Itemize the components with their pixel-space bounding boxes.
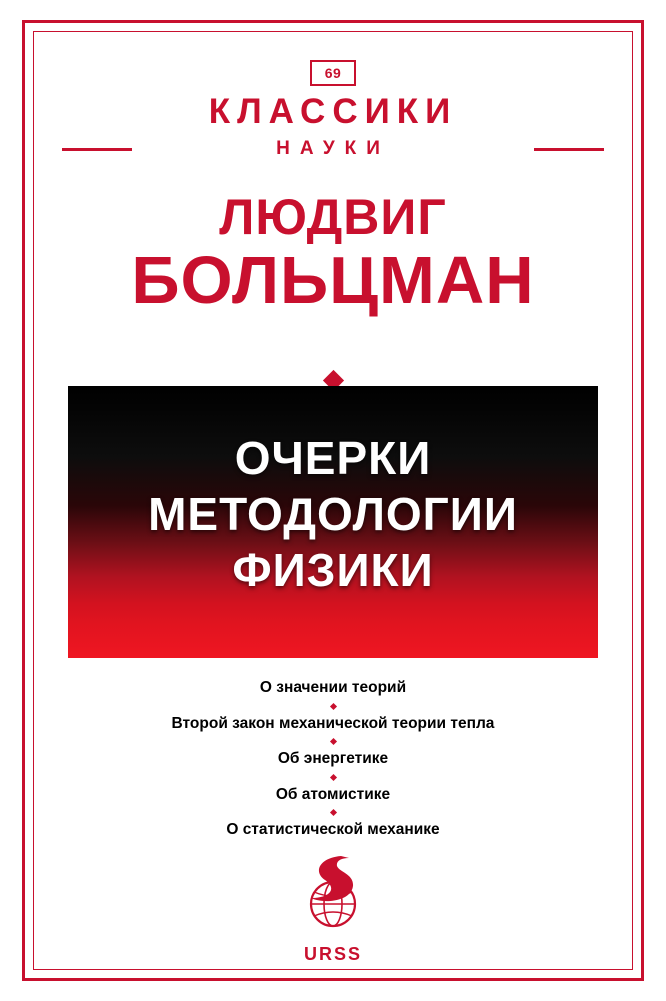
- publisher-name: URSS: [303, 944, 362, 964]
- list-item: О значении теорий: [259, 679, 407, 696]
- list-item: Об атомистике: [275, 785, 391, 803]
- diamond-bullet-icon: [329, 809, 336, 816]
- series-header: [56, 52, 610, 182]
- author-last-name: БОЛЬЦМАН: [131, 243, 535, 318]
- publisher-block: [0, 852, 666, 965]
- author-first-name: ЛЮДВИГ: [219, 189, 447, 245]
- series-number: 69: [324, 65, 342, 81]
- series-subtitle: НАУКИ: [276, 138, 390, 159]
- book-title: [68, 430, 598, 598]
- book-title-line-2: МЕТОДОЛОГИИ: [148, 488, 518, 541]
- series-number-box: [310, 60, 356, 86]
- list-item: Второй закон механической теории тепла: [171, 714, 495, 732]
- list-item: Об энергетике: [277, 750, 389, 767]
- book-title-line-3: ФИЗИКИ: [232, 544, 434, 597]
- list-item: О статистической механике: [226, 821, 440, 838]
- contents-list: [60, 676, 606, 843]
- diamond-bullet-icon: [329, 738, 336, 745]
- author-name: [48, 189, 618, 318]
- diamond-bullet-icon: [329, 773, 336, 780]
- series-title: КЛАССИКИ: [208, 92, 458, 131]
- book-title-line-1: ОЧЕРКИ: [234, 432, 432, 484]
- title-panel: [68, 386, 598, 658]
- diamond-bullet-icon: [329, 702, 336, 709]
- globe-ribbon-icon: [297, 852, 369, 940]
